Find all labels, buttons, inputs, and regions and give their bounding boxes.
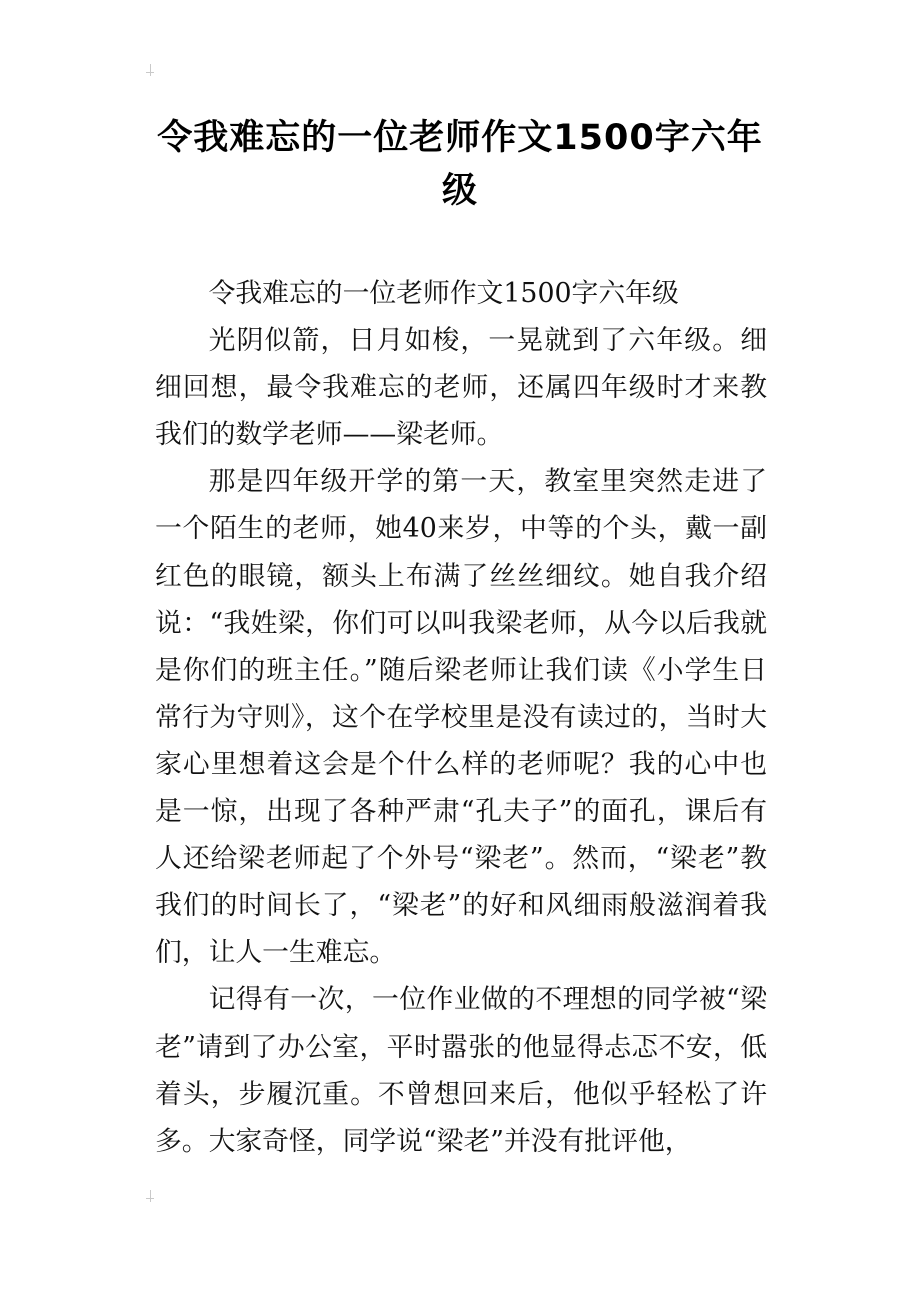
corner-crop-mark-bottom xyxy=(146,1190,156,1202)
body-paragraph-3: 记得有一次，一位作业做的不理想的同学被“梁老”请到了办公室，平时嚣张的他显得忐忑不安，低着头，步履沉重。不曾想回来后，他似乎轻松了许多。大家奇怪，同学说“梁老”并没有批评他， xyxy=(155,984,767,1157)
body-paragraph-heading: 令我难忘的一位老师作文1500字六年级 xyxy=(208,278,679,309)
corner-crop-mark-top xyxy=(146,64,156,76)
body-paragraph-1: 光阴似箭，日月如梭，一晃就到了六年级。细细回想，最令我难忘的老师，还属四年级时才来教我们的数学老师——梁老师。 xyxy=(155,325,767,451)
body-paragraph-2: 那是四年级开学的第一天，教室里突然走进了一个陌生的老师，她40来岁，中等的个头，戴一副红色的眼镜，额头上布满了丝丝细纹。她自我介绍说：“我姓梁，你们可以叫我梁老师，从今以后我就是你们的班主任。”随后梁老师让我们读《小学生日常行为守则》，这个在学校里是没有读过的，当时大家心里想着这会是个什么样的老师呢？我的心中也是一惊，出现了各种严肃“孔夫子”的面孔，课后有人还给梁老师起了个外号“梁老”。然而，“梁老”教我们的时间长了，“梁老”的好和风细雨般滋润着我们，让人一生难忘。 xyxy=(155,466,767,969)
document-body xyxy=(155,270,767,1165)
document-title: 令我难忘的一位老师作文1500字六年级 xyxy=(157,118,763,211)
